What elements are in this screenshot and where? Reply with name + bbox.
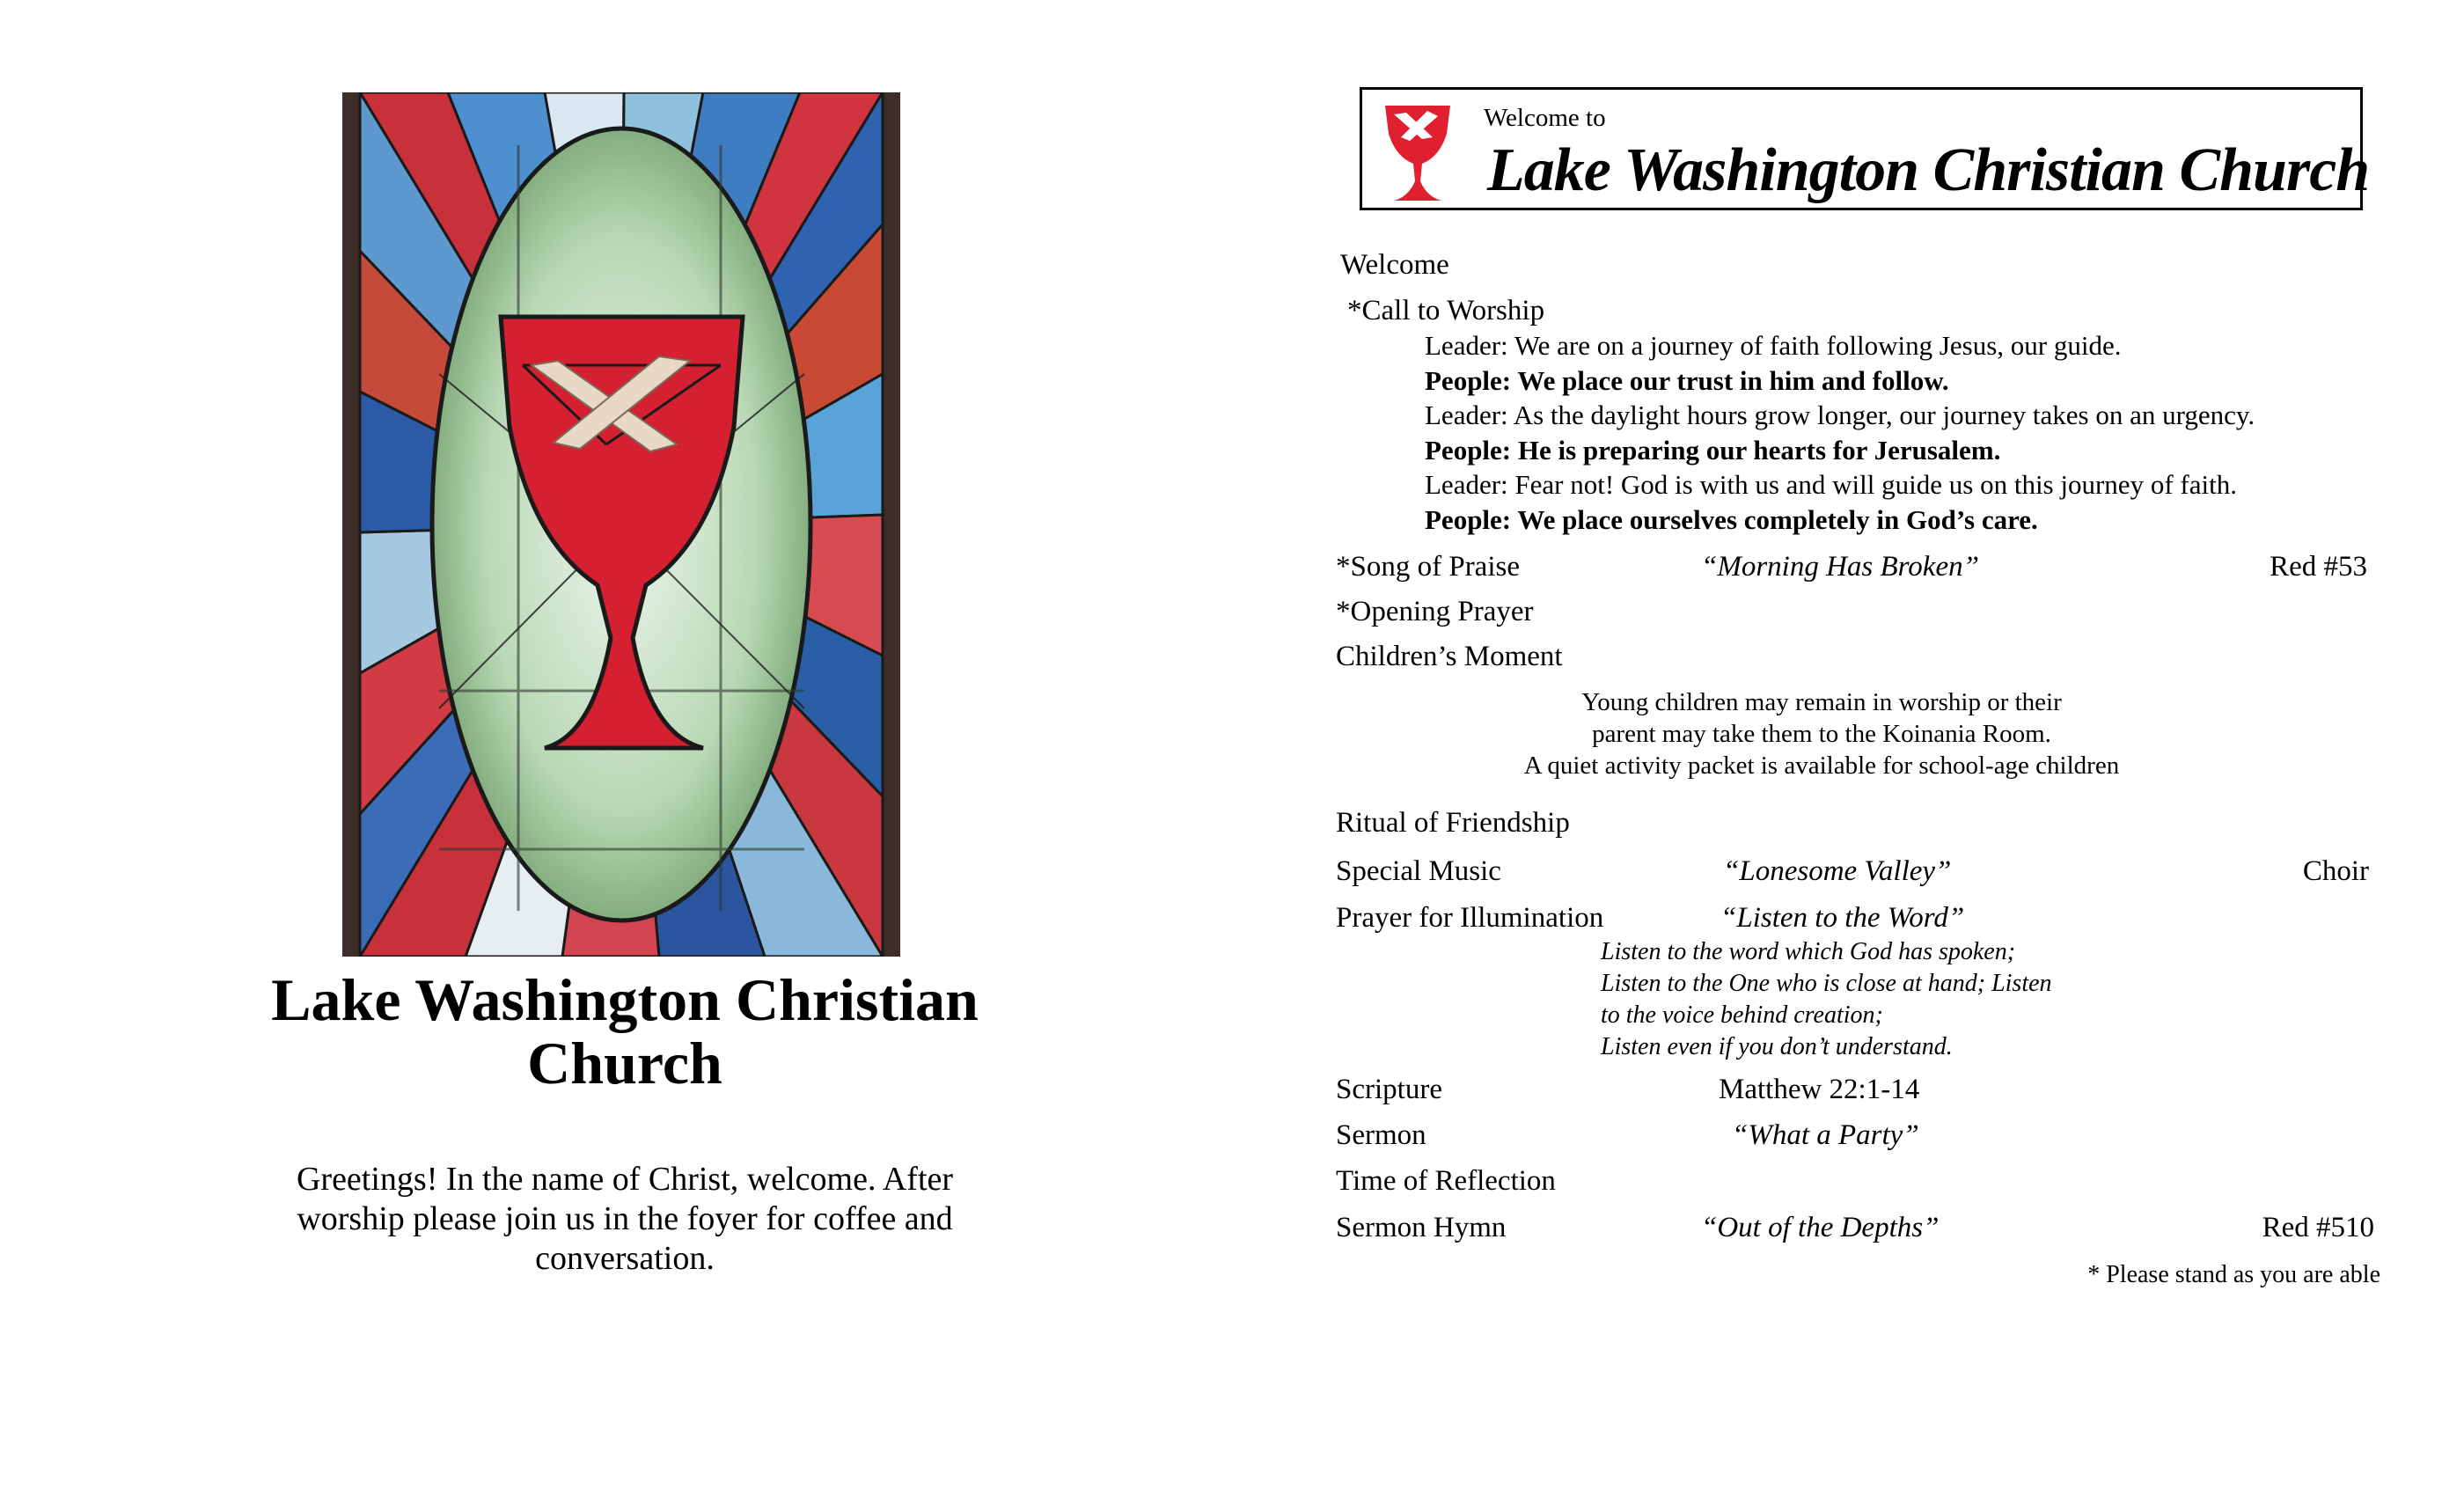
greeting-text: Greetings! In the name of Christ, welcome. After worship please join us in the foyer for coffee and conversation. (296, 1161, 954, 1277)
poem-line: Listen to the One who is close at hand; Listen (1601, 970, 2052, 997)
song-of-praise-label: *Song of Praise (1336, 551, 1520, 583)
children-note-line: parent may take them to the Koinania Room. (1592, 720, 2051, 748)
children-note-line: Young children may remain in worship or their (1581, 688, 2062, 716)
litany-line: Leader: We are on a journey of faith following Jesus, our guide. (1425, 330, 2122, 361)
poem (1601, 936, 2052, 1063)
church-title-line1: Lake Washington Christian (271, 966, 979, 1033)
item-childrens-moment (1336, 641, 2374, 679)
litany-line: People: We place ourselves completely in God’s care. (1425, 504, 2038, 535)
item-ritual-of-friendship (1336, 807, 2374, 846)
poem-line: Listen to the word which God has spoken; (1601, 938, 2016, 965)
item-call-to-worship (1347, 295, 2386, 334)
welcome-to-label: Welcome to (1484, 104, 1606, 132)
children-note-line: A quiet activity packet is available for school-age children (1523, 752, 2120, 780)
scripture-ref: Matthew 22:1-14 (1719, 1074, 1920, 1105)
church-title (220, 968, 1030, 1095)
song-of-praise-ref: Red #53 (2270, 551, 2367, 583)
sermon-label: Sermon (1336, 1119, 1426, 1151)
item-special-music (1336, 855, 2374, 894)
item-sermon (1336, 1119, 2374, 1158)
item-sermon-hymn (1336, 1212, 2374, 1250)
welcome-banner (1360, 87, 2370, 210)
item-welcome (1340, 249, 2379, 288)
sermon-title: “What a Party” (1732, 1119, 1919, 1151)
childrens-moment-label: Children’s Moment (1336, 641, 1563, 672)
sermon-hymn-title: “Out of the Depths” (1701, 1212, 1940, 1243)
chalice-icon (1383, 102, 1452, 208)
special-music-label: Special Music (1336, 855, 1501, 887)
litany-line: Leader: Fear not! God is with us and will guide us on this journey of faith. (1425, 469, 2237, 500)
prayer-illumination-label: Prayer for Illumination (1336, 902, 1604, 934)
litany-line: People: We place our trust in him and follow. (1425, 365, 1949, 396)
special-music-ref: Choir (2302, 855, 2369, 887)
song-of-praise-title: “Morning Has Broken” (1701, 551, 1979, 583)
item-welcome-label: Welcome (1340, 249, 1449, 281)
banner-church-name: Lake Washington Christian Church (1487, 136, 2370, 204)
special-music-title: “Lonesome Valley” (1723, 855, 1952, 887)
item-scripture (1336, 1074, 2374, 1112)
item-opening-prayer (1336, 596, 2374, 634)
sermon-hymn-ref: Red #510 (2262, 1212, 2374, 1243)
poem-line: to the voice behind creation; (1601, 1001, 1883, 1029)
litany-line: Leader: As the daylight hours grow longer, our journey takes on an urgency. (1425, 400, 2255, 430)
call-to-worship-label: *Call to Worship (1347, 295, 1545, 326)
item-song-of-praise (1336, 551, 2374, 590)
reflection-label: Time of Reflection (1336, 1165, 1556, 1197)
scripture-label: Scripture (1336, 1074, 1442, 1105)
sermon-hymn-label: Sermon Hymn (1336, 1212, 1507, 1243)
item-time-of-reflection (1336, 1165, 2374, 1204)
stained-glass-window-image (342, 92, 900, 957)
litany-line: People: He is preparing our hearts for Jerusalem. (1425, 435, 2001, 466)
item-prayer-for-illumination (1336, 902, 2374, 941)
opening-prayer-label: *Opening Prayer (1336, 596, 1534, 627)
prayer-illumination-title: “Listen to the Word” (1720, 902, 1965, 934)
children-note (1426, 686, 2218, 781)
stand-note: * Please stand as you are able (2087, 1261, 2380, 1288)
ritual-label: Ritual of Friendship (1336, 807, 1570, 839)
poem-line: Listen even if you don’t understand. (1601, 1033, 1953, 1060)
church-title-line2: Church (527, 1030, 722, 1096)
